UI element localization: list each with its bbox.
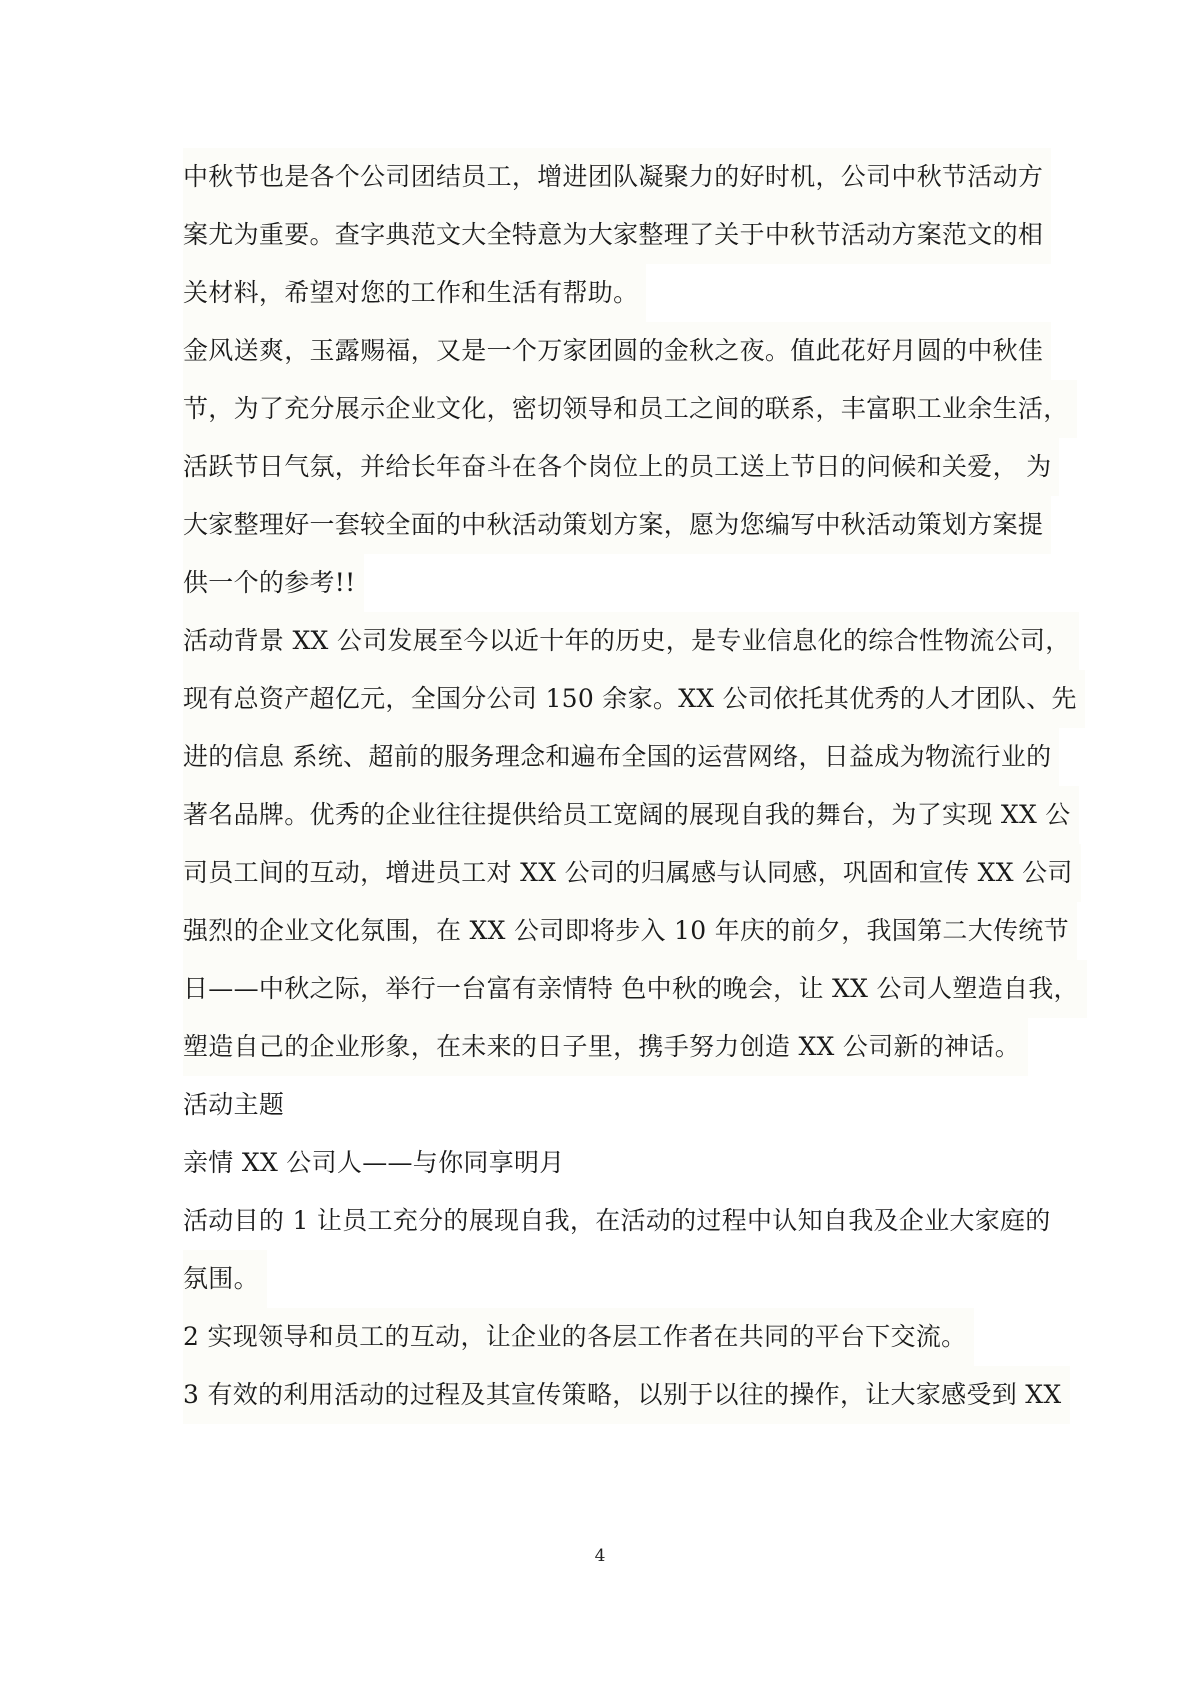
text-line: 大家整理好一套较全面的中秋活动策划方案，愿为您编写中秋活动策划方案提 (183, 496, 1051, 554)
text-line: 2 实现领导和员工的互动，让企业的各层工作者在共同的平台下交流。 (183, 1308, 974, 1366)
text-line: 活跃节日气氛，并给长年奋斗在各个岗位上的员工送上节日的问候和关爱， 为 (183, 438, 1059, 496)
body-text (183, 148, 1079, 1424)
section-heading: 活动主题 (183, 1090, 285, 1119)
text-line: 强烈的企业文化氛围，在 XX 公司即将步入 10 年庆的前夕，我国第二大传统节 (183, 902, 1077, 960)
text-line: 中秋节也是各个公司团结员工，增进团队凝聚力的好时机，公司中秋节活动方 (183, 148, 1051, 206)
text-line: 活动目的 1 让员工充分的展现自我，在活动的过程中认知自我及企业大家庭的 (183, 1206, 1051, 1235)
text-line: 司员工间的互动，增进员工对 XX 公司的归属感与认同感，巩固和宣传 XX 公司 (183, 844, 1081, 902)
text-line: 关材料，希望对您的工作和生活有帮助。 (183, 264, 646, 322)
text-line: 日——中秋之际，举行一台富有亲情特 色中秋的晚会，让 XX 公司人塑造自我， (183, 960, 1087, 1018)
text-line: 供一个的参考!! (183, 554, 364, 612)
text-line: 著名品牌。优秀的企业往往提供给员工宽阔的展现自我的舞台，为了实现 XX 公 (183, 786, 1079, 844)
page-number: 4 (594, 1546, 606, 1566)
text-line: 活动背景 XX 公司发展至今以近十年的历史，是专业信息化的综合性物流公司， (183, 612, 1079, 670)
text-line: 氛围。 (183, 1250, 267, 1308)
text-line: 塑造自己的企业形象，在未来的日子里，携手努力创造 XX 公司新的神话。 (183, 1018, 1028, 1076)
text-line: 案尤为重要。查字典范文大全特意为大家整理了关于中秋节活动方案范文的相 (183, 206, 1051, 264)
text-line: 现有总资产超亿元，全国分公司 150 余家。XX 公司依托其优秀的人才团队、先 (183, 670, 1085, 728)
text-line: 金风送爽，玉露赐福，又是一个万家团圆的金秋之夜。值此花好月圆的中秋佳 (183, 322, 1051, 380)
text-line: 节，为了充分展示企业文化，密切领导和员工之间的联系，丰富职工业余生活， (183, 380, 1077, 438)
text-line: 亲情 XX 公司人——与你同享明月 (183, 1148, 565, 1177)
text-line: 3 有效的利用活动的过程及其宣传策略，以别于以往的操作，让大家感受到 XX (183, 1366, 1070, 1424)
text-line: 进的信息 系统、超前的服务理念和遍布全国的运营网络，日益成为物流行业的 (183, 728, 1059, 786)
